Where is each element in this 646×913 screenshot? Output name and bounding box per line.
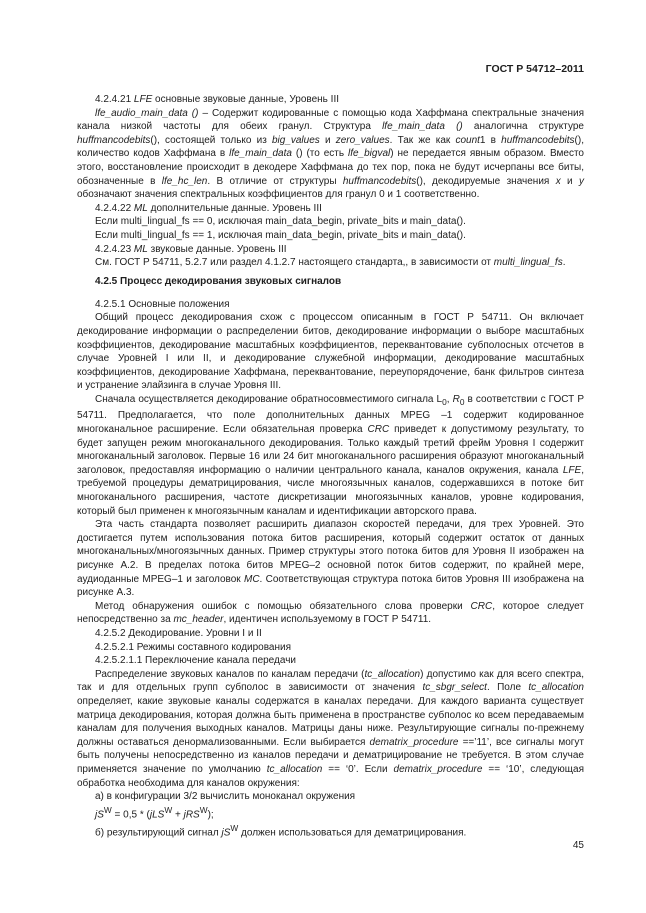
clause-4-2-4-22-line-1: Если multi_lingual_fs == 0, исключая main_data_begin, private_bits и main_data().	[95, 216, 466, 228]
clause-4-2-4-22-heading: 4.2.4.22 ML дополнительные данные. Уровень III	[95, 202, 322, 214]
page-number: 45	[572, 840, 584, 851]
paragraph-error-detection: Метод обнаружения ошибок с помощью обязательного слова проверки CRC, которое следует непосредственно за mc_header, идентичен используемому в ГОСТ Р 54711.	[77, 600, 584, 626]
paragraph-compatible-signal: Сначала осуществляется декодирование обратносовместимого сигнала $L_0$, $R_0$ в соответствии с ГОСТ Р 54711. Предполагается, что поле дополнительных данных MPEG –1 содержит кодированное многоканальное расширение. Если обязательная проверка CRC приведет к допустимому результату, то будет запущен режим многоканального декодирования. Только каждый третий фрейм Уровня I содержит многоканальный заголовок. Первые 16 или 24 бит многоканального расширения образуют многоканальный заголовок, предоставляя информацию о наличии центрального канала, каналов окружения, канала LFE, требуемой процедуры дематрицирования, числе многоязычных каналов, содержавшихся в потоке бит многоканального расширения, частоте дискретизации многоязычных каналов, уровне кодирования, который был применен к многоязычным каналам и идентификации авторского права.	[77, 393, 585, 517]
clause-4-2-4-21-text: lfe_audio_main_data () – Содержит кодированные с помощью кода Хаффмана спектральные значения канала низкой частоты для обеих гранул. Структура lfe_main_data () аналогична структуре huffmancodebits(), состоящей только из big_values и zero_values. Так же как count1 в huffmancodebits(), количество кодов Хаффмана в lfe_main_data () (то есть lfe_bigval) не передается явным образом. Вместо этого, восстановление происходит в декодере Хаффмана до тех пор, пока не будут исчерпаны все биты, обозначенные в lfe_hc_len. В отличие от структуры huffmancodebits(), декодируемые значения x и y обозначают значения спектральных коэффициентов для гранул 0 и 1 соответственно.	[77, 107, 585, 201]
paragraph-general-decoding: Общий процесс декодирования схож с процессом описанным в ГОСТ Р 54711. Он включает декодирование информации о распределении битов, декодирование информации о выборе масштабных коэффициентов, декодирование масштабных коэффициентов, переквантование субполосных отсчетов в случае Уровней I или II, и декодирование служебной информации, декодирование масштабных коэффициентов, декодирование Хаффмана, переквантование, переупорядочение, банк фильтров синтеза и устранение элайзинга в случае Уровня III.	[77, 312, 584, 392]
clause-4-2-4-23-heading: 4.2.4.23 ML звуковые данные. Уровень III	[95, 243, 287, 255]
clause-4-2-4-21-heading: 4.2.4.21 LFE основные звуковые данные, Уровень III	[95, 94, 339, 105]
paragraph-tc-allocation: Распределение звуковых каналов по каналам передачи (tc_allocation) допустимо как для всего спектра, так и для отдельных групп субполос в зависимости от значения tc_sbgr_select. Поле tc_allocation определяет, какие звуковые каналы содержатся в каналах передачи. Для каждого варианта существует матрица декодирования, которая должна быть применена в пространстве субполос ко всем передаваемым каналам для получения выходных каналов. Матрицы даны ниже. Результирующие сигналы по-прежнему должны оставаться денормализованными. Если выбирается dematrix_procedure ==’11’, все сигналы могут быть получены непосредственно из каналов передачи и дематрицирование не требуется. В этом случае применяется значение по умолчанию tc_allocation == ‘0’. Если dematrix_procedure == ‘10’, следующая обработка необходима для каналов окружения:	[77, 668, 584, 789]
clause-4-2-5-2-1-heading: 4.2.5.2.1 Режимы составного кодирования	[95, 641, 292, 653]
section-4-2-5-heading: 4.2.5 Процесс декодирования звуковых сигналов	[95, 275, 342, 287]
formula-surround-mono: $jS^W = 0,5 * (jLS^W + jRS^W)$;	[95, 804, 214, 821]
clause-4-2-5-2-heading: 4.2.5.2 Декодирование. Уровни I и II	[95, 627, 262, 639]
list-item-a: а) в конфигурации 3/2 вычислить моноканал окружения	[95, 791, 356, 803]
clause-4-2-4-23-text: См. ГОСТ Р 54711, 5.2.7 или раздел 4.1.2.7 настоящего стандарта,, в зависимости от multi_lingual_fs.	[95, 257, 566, 269]
document-header: ГОСТ Р 54712–2011	[485, 63, 584, 75]
clause-4-2-4-22-line-2: Если multi_lingual_fs == 1, исключая main_data_begin, private_bits и main_data().	[95, 229, 466, 241]
clause-4-2-5-1-heading: 4.2.5.1 Основные положения	[95, 298, 230, 310]
paragraph-bitrate-extension: Эта часть стандарта позволяет расширить диапазон скоростей передачи, для трех Уровней. Это достигается путем использования потока битов расширения, который содержит остаток от данных многоканальных/многоязычных данных. Пример структуры этого потока битов для Уровня II изображен на рисунке А.2. В пределах потока битов MPEG–2 основной поток битов содержит, по крайней мере, аудиоданные MPEG–1 и заголовок MC. Соответствующая структура потока битов Уровня III изображена на рисунке А.3.	[77, 519, 584, 599]
page-body	[77, 93, 584, 840]
clause-4-2-5-2-1-1-heading: 4.2.5.2.1.1 Переключение канала передачи	[95, 655, 297, 667]
list-item-b: б) результирующий сигнал $jS^W$ должен использоваться для дематрицирования.	[95, 822, 467, 838]
